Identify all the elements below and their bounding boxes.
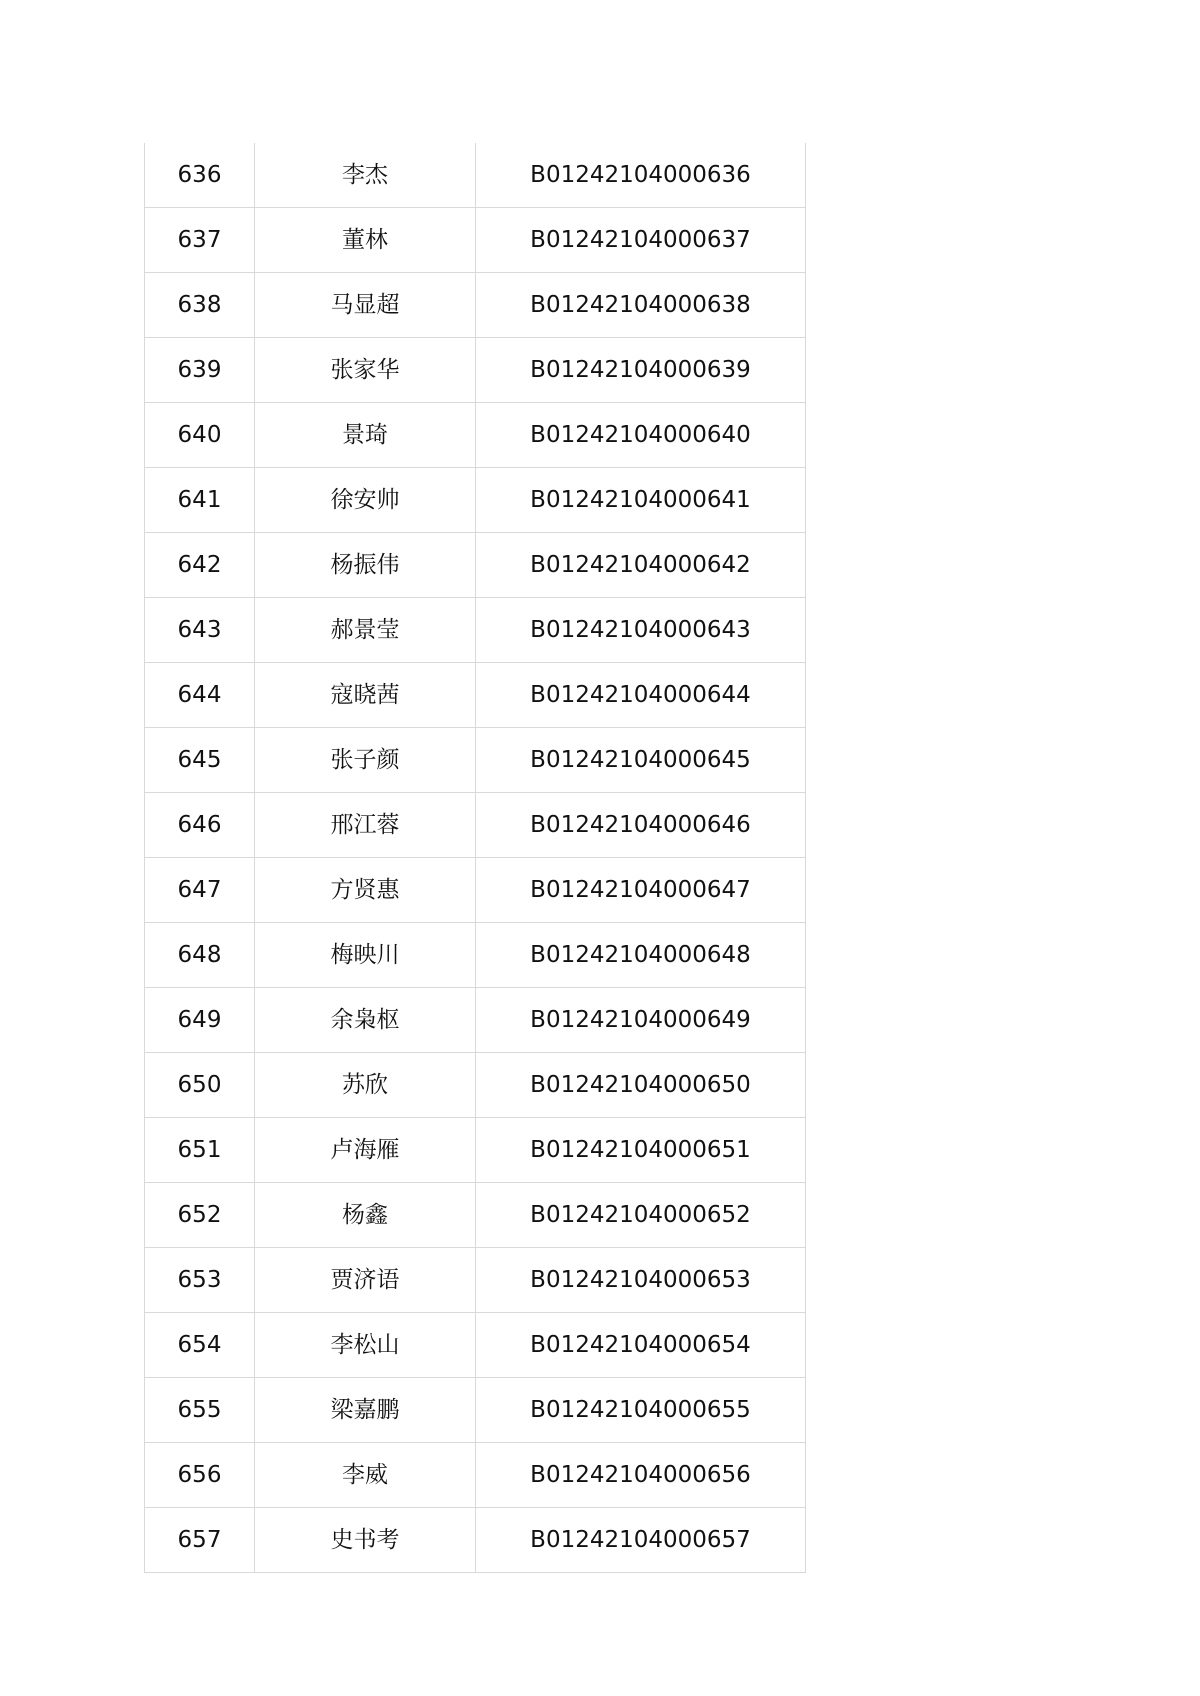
id-code-cell: B01242104000651	[476, 1118, 806, 1183]
name-cell: 方贤惠	[255, 858, 476, 923]
table-row	[145, 663, 806, 728]
id-code-cell: B01242104000654	[476, 1313, 806, 1378]
roster-table	[144, 143, 806, 1573]
row-number-cell: 650	[145, 1053, 255, 1118]
row-number-cell: 645	[145, 728, 255, 793]
row-number-cell: 652	[145, 1183, 255, 1248]
id-code-cell: B01242104000643	[476, 598, 806, 663]
table-row	[145, 208, 806, 273]
id-code-cell: B01242104000638	[476, 273, 806, 338]
row-number-cell: 640	[145, 403, 255, 468]
table-row	[145, 1378, 806, 1443]
id-code-cell: B01242104000645	[476, 728, 806, 793]
id-code-cell: B01242104000636	[476, 143, 806, 208]
row-number-cell: 642	[145, 533, 255, 598]
row-number-cell: 654	[145, 1313, 255, 1378]
id-code-cell: B01242104000640	[476, 403, 806, 468]
table-row	[145, 1443, 806, 1508]
id-code-cell: B01242104000647	[476, 858, 806, 923]
id-code-cell: B01242104000644	[476, 663, 806, 728]
name-cell: 贾济语	[255, 1248, 476, 1313]
name-cell: 郝景莹	[255, 598, 476, 663]
id-code-cell: B01242104000650	[476, 1053, 806, 1118]
table-row	[145, 1118, 806, 1183]
roster-table-body	[145, 143, 806, 1573]
id-code-cell: B01242104000649	[476, 988, 806, 1053]
name-cell: 杨鑫	[255, 1183, 476, 1248]
row-number-cell: 657	[145, 1508, 255, 1573]
row-number-cell: 655	[145, 1378, 255, 1443]
id-code-cell: B01242104000652	[476, 1183, 806, 1248]
row-number-cell: 647	[145, 858, 255, 923]
row-number-cell: 653	[145, 1248, 255, 1313]
name-cell: 苏欣	[255, 1053, 476, 1118]
row-number-cell: 637	[145, 208, 255, 273]
row-number-cell: 643	[145, 598, 255, 663]
table-row	[145, 598, 806, 663]
name-cell: 邢江蓉	[255, 793, 476, 858]
id-code-cell: B01242104000637	[476, 208, 806, 273]
row-number-cell: 649	[145, 988, 255, 1053]
table-row	[145, 468, 806, 533]
row-number-cell: 648	[145, 923, 255, 988]
row-number-cell: 641	[145, 468, 255, 533]
id-code-cell: B01242104000656	[476, 1443, 806, 1508]
table-row	[145, 143, 806, 208]
id-code-cell: B01242104000657	[476, 1508, 806, 1573]
name-cell: 张家华	[255, 338, 476, 403]
table-row	[145, 1313, 806, 1378]
row-number-cell: 639	[145, 338, 255, 403]
table-row	[145, 793, 806, 858]
row-number-cell: 646	[145, 793, 255, 858]
table-row	[145, 1508, 806, 1573]
row-number-cell: 636	[145, 143, 255, 208]
name-cell: 梁嘉鹏	[255, 1378, 476, 1443]
id-code-cell: B01242104000653	[476, 1248, 806, 1313]
table-row	[145, 1183, 806, 1248]
name-cell: 徐安帅	[255, 468, 476, 533]
name-cell: 李杰	[255, 143, 476, 208]
table-row	[145, 533, 806, 598]
id-code-cell: B01242104000646	[476, 793, 806, 858]
table-row	[145, 1248, 806, 1313]
name-cell: 李松山	[255, 1313, 476, 1378]
name-cell: 景琦	[255, 403, 476, 468]
name-cell: 杨振伟	[255, 533, 476, 598]
table-row	[145, 273, 806, 338]
id-code-cell: B01242104000642	[476, 533, 806, 598]
table-row	[145, 403, 806, 468]
row-number-cell: 651	[145, 1118, 255, 1183]
table-row	[145, 728, 806, 793]
id-code-cell: B01242104000648	[476, 923, 806, 988]
id-code-cell: B01242104000655	[476, 1378, 806, 1443]
row-number-cell: 638	[145, 273, 255, 338]
name-cell: 董林	[255, 208, 476, 273]
row-number-cell: 656	[145, 1443, 255, 1508]
table-row	[145, 988, 806, 1053]
table-row	[145, 1053, 806, 1118]
row-number-cell: 644	[145, 663, 255, 728]
id-code-cell: B01242104000641	[476, 468, 806, 533]
name-cell: 李威	[255, 1443, 476, 1508]
name-cell: 梅映川	[255, 923, 476, 988]
table-row	[145, 338, 806, 403]
name-cell: 史书考	[255, 1508, 476, 1573]
name-cell: 寇晓茜	[255, 663, 476, 728]
table-row	[145, 923, 806, 988]
name-cell: 张子颜	[255, 728, 476, 793]
name-cell: 卢海雁	[255, 1118, 476, 1183]
id-code-cell: B01242104000639	[476, 338, 806, 403]
name-cell: 余枭枢	[255, 988, 476, 1053]
table-row	[145, 858, 806, 923]
name-cell: 马显超	[255, 273, 476, 338]
